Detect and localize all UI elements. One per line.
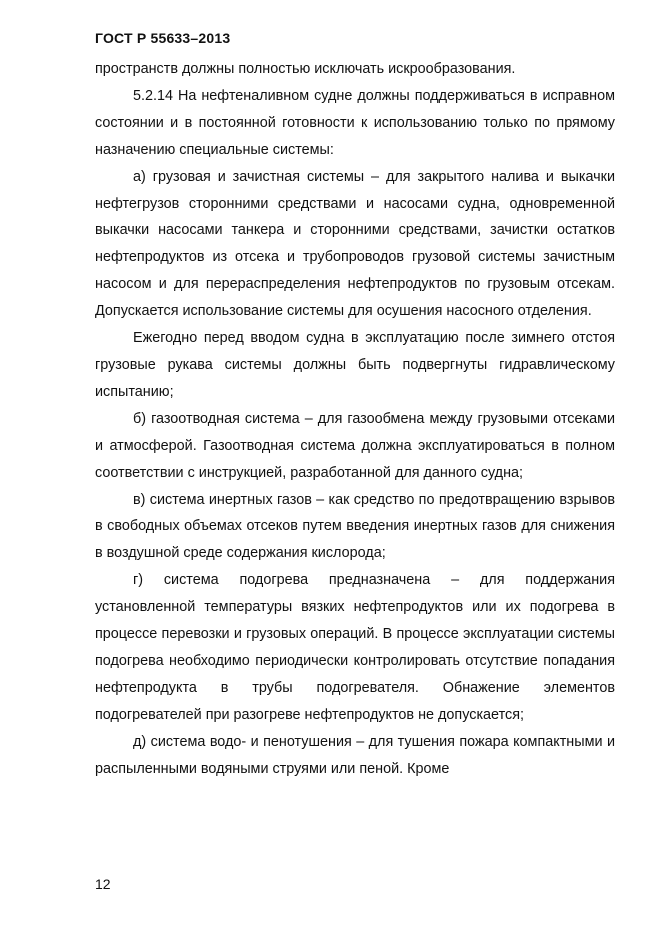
paragraph-item-d: д) система водо- и пенотушения – для тушения пожара компактными и распыленными водяными струями или пеной. Кроме [95,733,615,777]
paragraph-item-g: г) система подогрева предназначена – для поддержания установленной температуры вязких нефтепродуктов или их подогрева в процессе перевозки и грузовых операций. В процессе эксплуатации системы подогрева необходимо периодически контролировать отсутствие попадания нефтепродукта в трубы подогревателя. Обнажение элементов подогревателей при разогреве нефтепродуктов не допускается; [95,572,615,723]
paragraph-item-a: а) грузовая и зачистная системы – для закрытого налива и выкачки нефтегрузов сторонними средствами и насосами судна, одновременной выкачки насосами танкера и сторонними средствами, зачистки остатков нефтепродуктов из отсека и трубопроводов грузовой системы зачистным насосом и для перераспределения нефтепродуктов по грузовым отсекам. Допускается использование системы для осушения насосного отделения. [95,168,615,320]
paragraph-continuation: пространств должны полностью исключать искрообразования. [95,61,516,77]
paragraph-clause-5-2-14: 5.2.14 На нефтеналивном судне должны поддерживаться в исправном состоянии и в постоянной готовности к использованию только по прямому назначению специальные системы: [95,87,615,158]
document-header: ГОСТ Р 55633–2013 [95,30,231,46]
paragraph-item-v: в) система инертных газов – как средство по предотвращению взрывов в свободных объемах отсеков путем введения инертных газов для снижения в воздушной среде содержания кислорода; [95,491,615,562]
document-body [95,56,615,782]
paragraph-item-b: б) газоотводная система – для газообмена между грузовыми отсеками и атмосферой. Газоотводная система должна эксплуатироваться в полном соответствии с инструкцией, разработанной для данного судна; [95,410,615,481]
page-number: 12 [95,876,111,892]
paragraph-annual-test: Ежегодно перед вводом судна в эксплуатацию после зимнего отстоя грузовые рукава системы должны быть подвергнуты гидравлическому испытанию; [95,330,615,400]
